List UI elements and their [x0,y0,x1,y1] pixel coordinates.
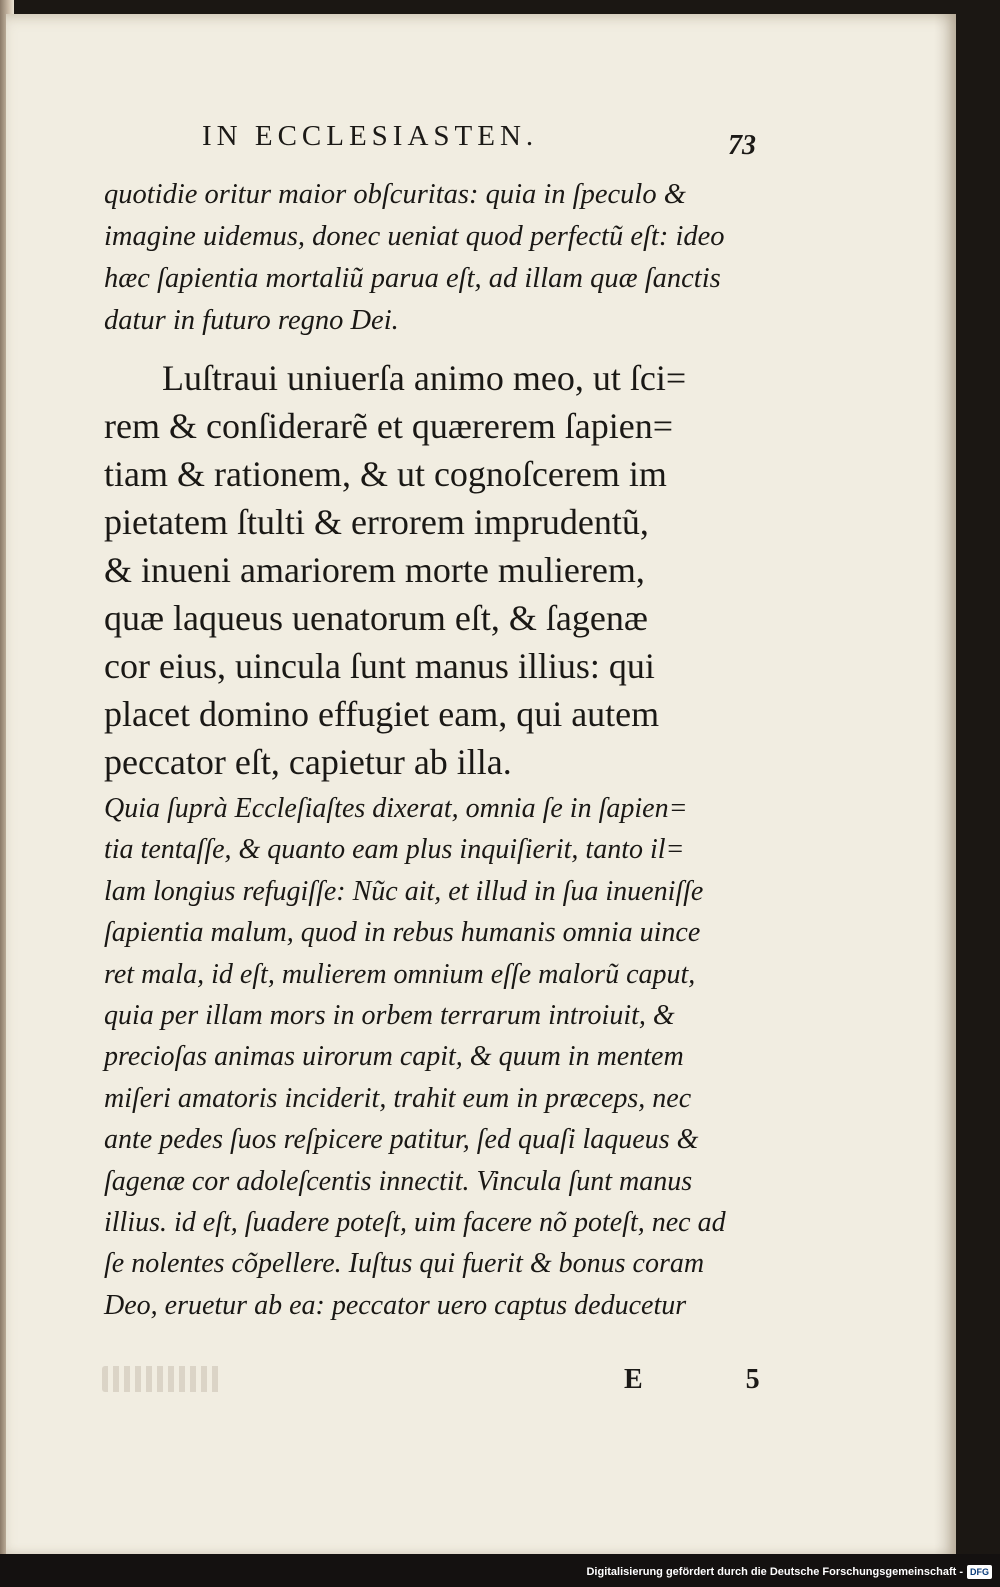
text-line: ſagenæ cor adoleſcentis innectit. Vincula ſunt manus [104,1165,693,1197]
text-line: peccator eſt, capietur ab illa. [104,742,512,782]
commentary-top [104,174,784,342]
running-title: IN ECCLESIASTEN. [202,120,539,152]
book-page [6,14,956,1554]
text-line: lam longius refugiſſe: Nũc ait, et illud in ſua inueniſſe [104,875,704,907]
text-line: quia per illam mors in orbem terrarum introiuit, & [104,1000,675,1032]
text-line: ret mala, id eſt, mulierem omnium eſſe malorũ caput, [104,958,696,990]
text-line: Quia ſuprà Eccleſiaſtes dixerat, omnia ſe in ſapien= [104,793,688,824]
text-line: pietatem ſtulti & errorem imprudentũ, [104,502,649,542]
text-line: ante pedes ſuos reſpicere patitur, ſed quaſi laqueus & [104,1124,699,1156]
commentary-main [104,788,784,1326]
show-through-mark [102,1366,222,1392]
text-line: tia tentaſſe, & quanto eam plus inquiſierit, tanto il= [104,834,685,866]
folio-number: 73 [728,130,756,161]
footer-bar [0,1554,1000,1587]
funding-credit-text: Digitalisierung gefördert durch die Deutsche Forschungsgemeinschaft - [586,1566,963,1578]
text-line: Deo, eruetur ab ea: peccator uero captus deducetur [104,1289,687,1321]
scripture-lemma [104,354,784,786]
text-line: miſeri amatoris inciderit, trahit eum in præceps, nec [104,1082,692,1114]
signature-mark: E 5 [624,1364,808,1395]
text-line: quotidie oritur maior obſcuritas: quia in ſpeculo & [104,179,686,210]
running-head [6,120,956,160]
text-line: ſapientia malum, quod in rebus humanis omnia uince [104,917,701,949]
text-line: & inueni amariorem morte mulierem, [104,550,645,590]
dfg-logo: DFG [967,1565,992,1579]
text-line: precioſas animas uirorum capit, & quum in mentem [104,1041,684,1073]
text-line: imagine uidemus, donec ueniat quod perfectũ eſt: ideo [104,221,725,252]
text-line: hæc ſapientia mortaliũ parua eſt, ad illam quæ ſanctis [104,263,721,294]
text-line: quæ laqueus uenatorum eſt, & ſagenæ [104,598,648,638]
text-line: Luſtraui uniuerſa animo meo, ut ſci= [162,358,687,398]
text-line: cor eius, uincula ſunt manus illius: qui [104,646,655,686]
text-line: illius. id eſt, ſuadere poteſt, uim facere nõ poteſt, nec ad [104,1207,726,1239]
text-line: datur in futuro regno Dei. [104,305,399,336]
text-line: ſe nolentes cõpellere. Iuſtus qui fuerit & bonus coram [104,1248,705,1280]
text-line: rem & conſiderarẽ et quærerem ſapien= [104,406,674,446]
text-line: placet domino effugiet eam, qui autem [104,694,660,734]
text-line: tiam & rationem, & ut cognoſcerem im [104,454,667,494]
funding-credit [586,1565,992,1579]
